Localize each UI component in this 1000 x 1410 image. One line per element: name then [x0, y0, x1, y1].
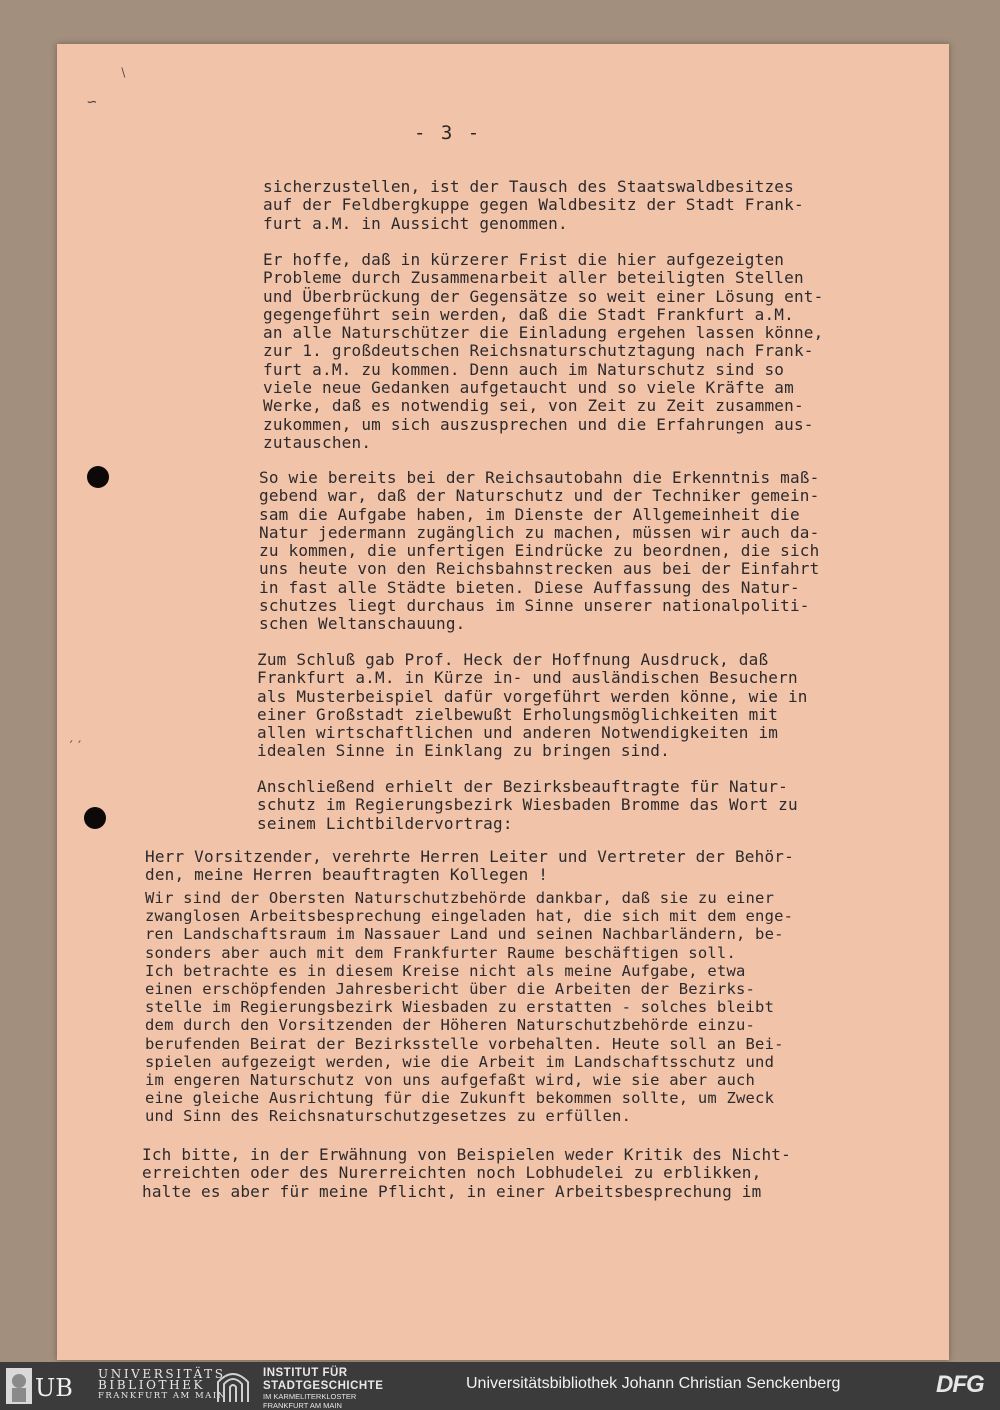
isg-line-3: IM KARMELITERKLOSTER: [263, 1392, 357, 1401]
ub-logo-icon[interactable]: [6, 1368, 73, 1404]
paragraph: Ich bitte, in der Erwähnung von Beispielen weder Kritik des Nicht- erreichten oder des Nurerreichten noch Lobhudelei zu erblikken, halte es aber für meine Pflicht, in einer Arbeitsbesprechung im: [142, 1145, 791, 1201]
paragraph: Zum Schluß gab Prof. Heck der Hoffnung Ausdruck, daß Frankfurt a.M. in Kürze in- und ausländischen Besuchern als Musterbeispiel dafür vorgeführt werden könne, wie in einer Großstadt zielbewußt Erholungsmöglichkeiten mit allen wirtschaftlichen und anderen Notwendigkeiten im idealen Sinne in Einklang zu bringen sind.: [257, 650, 808, 761]
punch-hole: [84, 807, 106, 829]
dfg-logo[interactable]: DFG: [936, 1371, 984, 1398]
speech-salutation: Herr Vorsitzender, verehrte Herren Leiter und Vertreter der Behör- den, meine Herren beauftragten Kollegen !: [145, 847, 794, 885]
ub-line-1: UNIVERSITÄTS: [98, 1367, 226, 1381]
isg-line-4: FRANKFURT AM MAIN: [263, 1401, 342, 1410]
paragraph: Wir sind der Obersten Naturschutzbehörde dankbar, daß sie zu einer zwanglosen Arbeitsbesprechung eingeladen hat, die sich mit dem enge- ren Landschaftsraum im Nassauer Land und seinen Nachbarländern, be- sonders aber auch mit dem Frankfurter Raume beschäftigen soll. Ich betrachte es in diesem Kreise nicht als meine Aufgabe, etwa einen erschöpfenden Jahresbericht über die Arbeiten der Bezirks- stelle im Regierungsbezirk Wiesbaden zu erstatten - solches bleibt dem durch den Vorsitzenden der Höheren Naturschutzbehörde einzu- berufenden Beirat der Bezirksstelle vorbehalten. Heute soll an Bei- spielen aufgezeigt werden, wie die Arbeit im Landschaftsschutz und im engeren Naturschutz von uns aufgefaßt wird, wie sie aber auch eine gleiche Ausrichtung für die Zukunft bekommen sollte, um Zweck und Sinn des Reichsnaturschutzgesetzes zu erfüllen.: [145, 889, 794, 1126]
margin-mark: ′′: [67, 739, 84, 755]
ub-line-2: BIBLIOTHEK: [98, 1378, 206, 1392]
paragraph: sicherzustellen, ist der Tausch des Staatswaldbesitzes auf der Feldbergkuppe gegen Waldbesitz der Stadt Frank- furt a.M. in Aussicht genommen.: [263, 177, 804, 233]
isg-logo-icon[interactable]: [216, 1368, 250, 1404]
footer-title[interactable]: Universitätsbibliothek Johann Christian Senckenberg: [466, 1375, 841, 1392]
margin-mark: ∽: [87, 92, 97, 111]
footer-bar: [0, 1362, 1000, 1410]
isg-line-1: INSTITUT FÜR: [263, 1367, 348, 1379]
paragraph: Er hoffe, daß in kürzerer Frist die hier aufgezeigten Probleme durch Zusammenarbeit aller beteiligten Stellen und Überbrückung der Gegensätze so weit einer Lösung ent- gegengeführt sein werden, daß die Stadt Frankfurt a.M. an alle Naturschützer die Einladung ergehen lassen könne, zur 1. großdeutschen Reichsnaturschutztagung nach Frank- furt a.M. zu kommen. Denn auch im Naturschutz sind so viele neue Gedanken aufgetaucht und so viele Kräfte am Werke, daß es notwendig sei, von Zeit zu Zeit zusammen- zukommen, um sich auszusprechen und die Erfahrungen aus- zutauschen.: [263, 250, 824, 452]
paragraph: So wie bereits bei der Reichsautobahn die Erkenntnis maß- gebend war, daß der Naturschutz und der Techniker gemein- sam die Aufgabe haben, im Dienste der Allgemeinheit die Natur jedermann zugänglich zu machen, müssen wir auch da- zu kommen, die unfertigen Eindrücke zu beordnen, die sich uns heute von den Reichsbahnstrecken aus bei der Einfahrt in fast alle Städte bieten. Diese Auffassung des Natur- schutzes liegt durchaus im Sinne unserer nationalpoliti- schen Weltanschauung.: [259, 468, 820, 634]
ub-wordmark[interactable]: [98, 1369, 227, 1402]
punch-hole: [87, 466, 109, 488]
page-number: - 3 -: [414, 122, 482, 144]
paragraph: Anschließend erhielt der Bezirksbeauftragte für Natur- schutz im Regierungsbezirk Wiesbaden Bromme das Wort zu seinem Lichtbildervortrag:: [257, 777, 798, 833]
isg-line-2: STADTGESCHICHTE: [263, 1379, 384, 1392]
margin-mark: ∖: [119, 66, 127, 80]
isg-wordmark[interactable]: [263, 1367, 383, 1410]
ub-line-3: FRANKFURT AM MAIN: [98, 1391, 227, 1401]
ub-abbr: UB: [35, 1374, 73, 1402]
